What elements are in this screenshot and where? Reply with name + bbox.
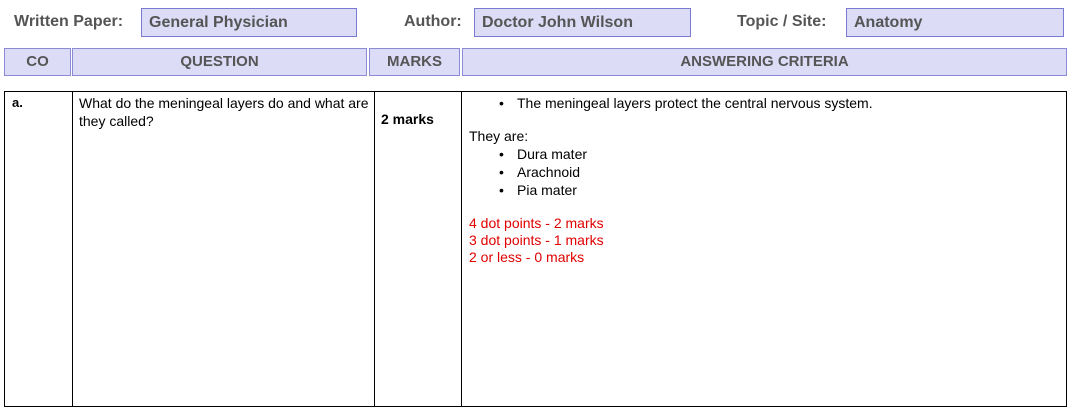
header-marks: MARKS (369, 48, 460, 76)
layer-item: • Dura mater (469, 145, 1059, 163)
author-label: Author: (404, 13, 462, 30)
scoring-line: 2 or less - 0 marks (469, 249, 585, 265)
they-are-label: They are: (469, 128, 529, 144)
header-co: CO (4, 48, 71, 76)
marks-cell (374, 91, 462, 407)
header-answering-criteria: ANSWERING CRITERIA (462, 48, 1067, 76)
scoring-line: 4 dot points - 2 marks (469, 215, 604, 231)
scoring-guide (469, 215, 1059, 266)
marks-value: 2 marks (381, 111, 434, 127)
layer-item: • Pia mater (469, 181, 1059, 199)
question-text: What do the meningeal layers do and what are they called? (79, 95, 369, 129)
criteria-point: • The meningeal layers protect the central nervous system. (469, 94, 1059, 112)
header-question: QUESTION (72, 48, 367, 76)
meningeal-layers-list (469, 145, 1059, 199)
co-value: a. (12, 95, 23, 110)
written-paper-field[interactable]: General Physician (141, 8, 357, 37)
written-paper-label: Written Paper: (14, 13, 124, 30)
topic-label: Topic / Site: (737, 13, 827, 30)
author-field[interactable]: Doctor John Wilson (474, 8, 691, 37)
co-cell (4, 91, 73, 407)
criteria-point-list (469, 94, 1059, 112)
scoring-line: 3 dot points - 1 marks (469, 232, 604, 248)
topic-field[interactable]: Anatomy (846, 8, 1064, 37)
question-cell (72, 91, 375, 407)
criteria-cell (461, 91, 1067, 407)
layer-item: • Arachnoid (469, 163, 1059, 181)
